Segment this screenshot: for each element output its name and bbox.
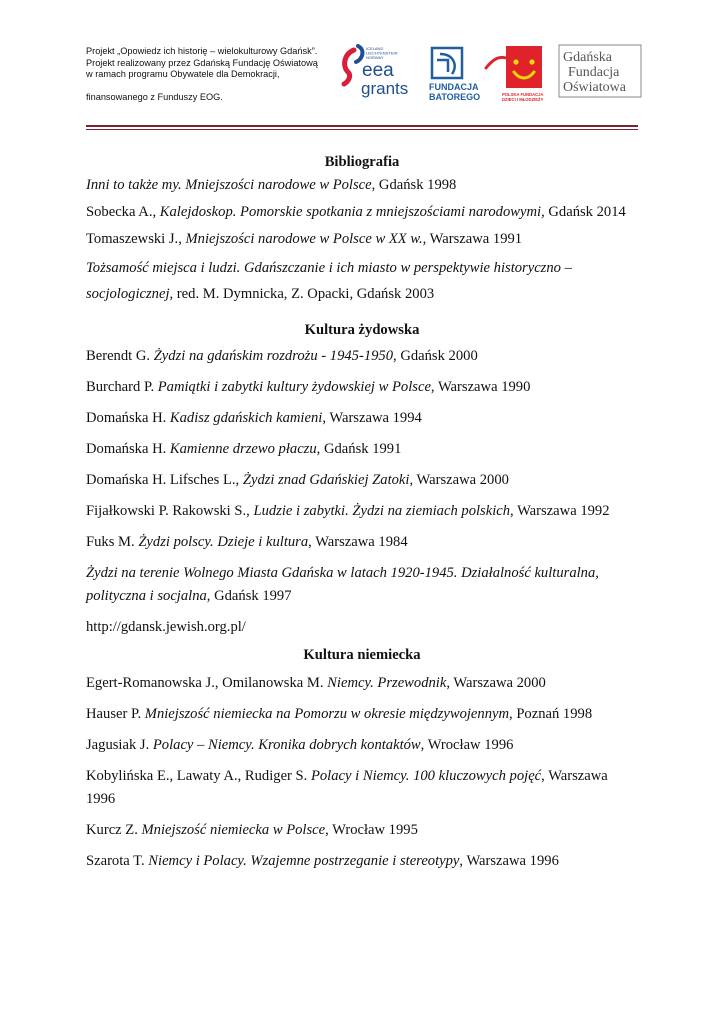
bibliography-entry: Egert-Romanowska J., Omilanowska M. Niemcy. Przewodnik, Warszawa 2000 <box>86 675 546 691</box>
bibliography-entry: Domańska H. Lifsches L., Żydzi znad Gdańskiej Zatoki, Warszawa 2000 <box>86 472 509 488</box>
bibliography-entry: Kobylińska E., Lawaty A., Rudiger S. Polacy i Niemcy. 100 kluczowych pojęć, Warszawa 1996 <box>86 768 608 807</box>
bibliography-entry: Fuks M. Żydzi polscy. Dzieje i kultura, Warszawa 1984 <box>86 534 408 550</box>
project-line: w ramach programu Obywatele dla Demokracji, <box>86 69 280 80</box>
swoosh-icon <box>486 57 506 68</box>
project-line: Projekt realizowany przez Gdańską Fundację Oświatową <box>86 57 318 68</box>
eea-word: eea <box>362 60 394 81</box>
batory-line1: FUNDACJA <box>429 82 479 92</box>
gfo-line3: Oświatowa <box>563 80 626 95</box>
bibliography-entry: Sobecka A., Kalejdoskop. Pomorskie spotkania z mniejszościami narodowymi, Gdańsk 2014 <box>86 204 626 220</box>
gdanska-fundacja-oswiatowa-logo <box>558 44 642 98</box>
bibliography-entry: Tożsamość miejsca i ludzi. Gdańszczanie i ich miasto w perspektywie historyczno – socjologicznej, red. M. Dymnicka, Z. Opacki, Gdańsk 2003 <box>86 260 572 302</box>
gfo-line2: Fundacja <box>568 65 620 80</box>
bibliography-entry: Kurcz Z. Mniejszość niemiecka w Polsce, Wrocław 1995 <box>86 822 418 838</box>
gfo-line1: Gdańska <box>563 50 612 65</box>
eea-country: NORWAY <box>366 55 384 60</box>
website-entry: http://gdansk.jewish.org.pl/ <box>86 619 246 635</box>
document-body <box>86 150 638 873</box>
bibliography-entry: Jagusiak J. Polacy – Niemcy. Kronika dobrych kontaktów, Wrocław 1996 <box>86 737 514 753</box>
bibliography-entry: Fijałkowski P. Rakowski S., Ludzie i zabytki. Żydzi na ziemiach polskich, Warszawa 1992 <box>86 503 610 519</box>
bibliography-entry: Burchard P. Pamiątki i zabytki kultury żydowskiej w Polsce, Warszawa 1990 <box>86 379 531 395</box>
eea-country: ICELAND <box>366 46 384 51</box>
bibliography-entry: Żydzi na terenie Wolnego Miasta Gdańska w latach 1920-1945. Działalność kulturalna, polityczna i socjalna, Gdańsk 1997 <box>86 565 599 604</box>
eea-grants-logo <box>340 42 422 98</box>
project-info <box>86 46 346 103</box>
batory-line2: BATOREGO <box>429 92 480 102</box>
fundacja-batorego-logo <box>428 46 480 102</box>
bibliography-entry: Domańska H. Kadisz gdańskich kamieni, Warszawa 1994 <box>86 410 422 426</box>
bibliography-entry: Tomaszewski J., Mniejszości narodowe w Polsce w XX w., Warszawa 1991 <box>86 231 523 247</box>
bibliography-entry: Szarota T. Niemcy i Polacy. Wzajemne postrzeganie i stereotypy, Warszawa 1996 <box>86 853 559 869</box>
eea-country: LIECHTENSTEIN <box>366 50 398 56</box>
bibliography-entry: Inni to także my. Mniejszości narodowe w Polsce, Gdańsk 1998 <box>86 177 457 193</box>
header-rule <box>86 129 638 130</box>
project-line: Projekt „Opowiedz ich historię – wielokulturowy Gdańsk”. <box>86 46 318 56</box>
bibliography-entry: Hauser P. Mniejszość niemiecka na Pomorzu w okresie międzywojennym, Poznań 1998 <box>86 706 593 722</box>
heading-kultura-niemiecka: Kultura niemiecka <box>303 647 421 663</box>
ppd-line1: POLSKA FUNDACJA <box>502 92 544 97</box>
polska-fundacja-dzieci-logo <box>484 42 550 104</box>
grants-word: grants <box>361 79 409 98</box>
bibliography-entry: Domańska H. Kamienne drzewo płaczu, Gdańsk 1991 <box>86 441 402 457</box>
heading-bibliografia: Bibliografia <box>324 154 400 170</box>
funding-line: finansowanego z Funduszy EOG. <box>86 91 223 102</box>
ppd-line2: DZIECI I MŁODZIEŻY <box>502 97 544 102</box>
page-header <box>0 0 724 130</box>
heading-kultura-zydowska: Kultura żydowska <box>304 322 420 338</box>
bibliography-entry: Berendt G. Żydzi na gdańskim rozdrożu - 1945-1950, Gdańsk 2000 <box>86 348 478 364</box>
header-rule <box>86 125 638 127</box>
